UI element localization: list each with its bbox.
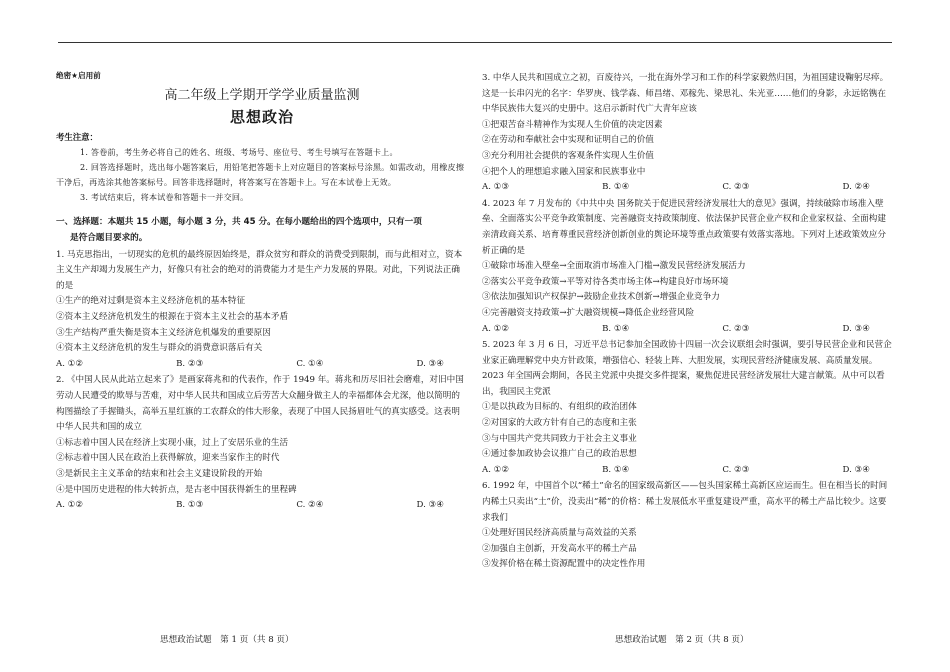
question-option: ④通过参加政协会议推广自己的政治思想 (482, 449, 637, 460)
question-stem: 3. 中华人民共和国成立之初，百废待兴，一批在海外学习和工作的科学家毅然归国，为祖国建设鞠躬尽瘁。这是一长串闪光的名字：华罗庚、钱学森、师昌绪、邓稼先、梁思礼、朱光亚……他们的身影，永远铭镌在中华民族伟大复兴的史册中。这启示新时代广大青年应该 (482, 73, 889, 115)
choice-c: C. ②③ (722, 323, 750, 334)
question-option: ②在劳动和奉献社会中实现和证明自己的价值 (482, 135, 654, 146)
answer-choices (56, 357, 468, 373)
question-option: ④完善融资支持政策→扩大融资规模→降低企业经营风险 (482, 307, 695, 318)
right-column (482, 70, 894, 573)
question-3 (482, 71, 894, 196)
question-1 (56, 248, 468, 373)
choice-a: A. ①③ (482, 182, 510, 193)
choice-b: B. ①④ (602, 464, 630, 475)
choice-a: A. ①② (482, 323, 510, 334)
choice-d: D. ②④ (842, 182, 870, 193)
choice-b: B. ①④ (602, 323, 630, 334)
left-column (56, 70, 468, 514)
section-heading-line2: 是符合题目要求的。 (70, 232, 148, 243)
choice-d: D. ③④ (416, 500, 444, 511)
notice-item-3: 3. 考试结束后，将本试卷和答题卡一并交回。 (80, 192, 249, 202)
choice-c: C. ②③ (722, 182, 750, 193)
section-heading (56, 215, 468, 247)
question-option: ③发挥价格在稀土资源配置中的决定性作用 (482, 559, 646, 570)
choice-d: D. ③④ (416, 358, 444, 369)
question-6 (482, 479, 894, 573)
notice-title: 考生注意： (56, 132, 98, 142)
choice-a: A. ①② (56, 500, 84, 511)
footer-page-2: 思想政治试题 第 2 页（共 8 页） (615, 635, 749, 645)
question-4 (482, 197, 894, 337)
question-option: ③生产结构严重失衡是资本主义经济危机爆发的重要原因 (56, 327, 271, 338)
answer-choices (56, 498, 468, 514)
choice-c: C. ②④ (296, 500, 324, 511)
question-option: ①生产的绝对过剩是资本主义经济危机的基本特征 (56, 296, 246, 307)
choice-a: A. ①② (56, 358, 84, 369)
choice-b: B. ①③ (176, 500, 204, 511)
question-option: ④把个人的理想追求融入国家和民族事业中 (482, 166, 646, 177)
question-stem: 2. 《中国人民从此站立起来了》是画家蒋兆和的代表作，作于 1949 年。蒋兆和历尽旧社会磨难，对旧中国劳动人民遭受的欺辱与苦难，对中华人民共和国成立后劳苦大众翻身做主人的幸福都体会尤深，他以简明的构图描绘了手握锄头，高举五星红旗的工农群众的伟大形象，表现了中国人民扬眉吐气的真实感受。这表明中华人民共和国的成立 (56, 375, 464, 433)
top-rule (58, 42, 892, 43)
question-stem: 1. 马克思指出，一切现实的危机的最终原因始终是，群众贫穷和群众的消费受到限制，而与此相对立，资本主义生产却竭力发展生产力，好像只有社会的绝对的消费能力才是生产力发展的界限。对此，下列说法正确的是 (56, 249, 463, 291)
choice-a: A. ①② (482, 464, 510, 475)
choice-c: C. ①④ (296, 358, 324, 369)
answer-choices (482, 322, 894, 338)
choice-c: C. ②③ (722, 464, 750, 475)
question-option: ③依法加强知识产权保护→鼓励企业技术创新→增强企业竞争力 (482, 292, 720, 303)
question-stem: 5. 2023 年 3 月 6 日，习近平总书记参加全国政协十四届一次会议联组会时强调，要引导民营企业和民营企业家正确理解党中央方针政策，增强信心、轻装上阵、大胆发展，实现民营经济健康发展、高质量发展。2023 年全国两会期间，各民主党派中央提交多件提案，聚焦促进民营经济发展壮大建言献策。从中可以看出，我国民主党派 (482, 340, 892, 397)
question-stem: 4. 2023 年 7 月发布的《中共中央 国务院关于促进民营经济发展壮大的意见》强调，持续破除市场准入壁垒、全面落实公平竞争政策制度、完善融资支持政策制度、依法保护民营企业产权和企业家权益、全面构建亲清政商关系、培育尊重民营经济创新创业的舆论环境等重点政策要有效落实落地。下列对上述政策效应分析正确的是 (482, 198, 886, 256)
choice-d: D. ③④ (842, 464, 870, 475)
question-option: ③与中国共产党共同致力于社会主义事业 (482, 433, 637, 444)
question-option: ④资本主义经济危机的发生与群众的消费意识落后有关 (56, 343, 263, 354)
notice-item-2: 2. 回答选择题时，选出每小题答案后，用铅笔把答题卡上对应题目的答案标号涂黑。如需改动，用橡皮擦干净后，再选涂其他答案标号。回答非选择题时，将答案写在答题卡上。写在本试卷上无效。 (56, 162, 465, 187)
footer-page-1: 思想政治试题 第 1 页（共 8 页） (160, 635, 294, 645)
question-option: ②落实公平竞争政策→平等对待各类市场主体→构建良好市场环境 (482, 276, 729, 287)
section-heading-line1: 一、选择题：本题共 15 小题，每小题 3 分，共 45 分。在每小题给出的四个选项中，只有一项 (56, 217, 422, 227)
question-option: ①标志着中国人民在经济上实现小康，过上了安居乐业的生活 (56, 437, 289, 448)
answer-choices (482, 180, 894, 196)
choice-b: B. ①④ (602, 182, 630, 193)
answer-choices (482, 463, 894, 479)
question-option: ③充分利用社会提供的客观条件实现人生价值 (482, 150, 654, 161)
question-option: ①是以执政为目标的、有组织的政治团体 (482, 402, 637, 413)
question-option: ④是中国历史进程的伟大转折点，是古老中国获得新生的里程碑 (56, 484, 297, 495)
question-option: ②加强自主创新，开发高水平的稀土产品 (482, 543, 637, 554)
question-option: ①破除市场准入壁垒→全面取消市场准入门槛→激发民营经济发展活力 (482, 261, 746, 272)
question-2 (56, 373, 468, 513)
subject-title: 思想政治 (229, 108, 294, 126)
question-option: ②对国家的大政方针有自己的态度和主张 (482, 418, 637, 429)
question-option: ②资本主义经济危机发生的根源在于资本主义社会的基本矛盾 (56, 311, 289, 322)
question-stem: 6. 1992 年，中国首个以“稀土”命名的国家级高新区——包头国家稀土高新区应运而生。但在相当长的时间内稀土只卖出“土”价，没卖出“稀”的价格：稀土发展低水平重复建设严重，高水平的稀土产品比较少。这要求我们 (482, 481, 888, 523)
question-5 (482, 338, 894, 478)
exam-title: 高二年级上学期开学学业质量监测 (164, 88, 360, 103)
choice-d: D. ③④ (842, 323, 870, 334)
choice-b: B. ②③ (176, 358, 204, 369)
notice-item-1: 1. 答卷前，考生务必将自己的姓名、班级、考场号、座位号、考生号填写在答题卡上。 (80, 147, 398, 157)
question-option: ①处理好国民经济高质量与高效益的关系 (482, 528, 637, 539)
question-option: ③是新民主主义革命的结束和社会主义建设阶段的开始 (56, 468, 263, 479)
question-option: ②标志着中国人民在政治上获得解放，迎来当家作主的时代 (56, 453, 280, 464)
question-option: ①把艰苦奋斗精神作为实现人生价值的决定因素 (482, 119, 663, 130)
secret-label: 绝密★启用前 (56, 71, 101, 80)
